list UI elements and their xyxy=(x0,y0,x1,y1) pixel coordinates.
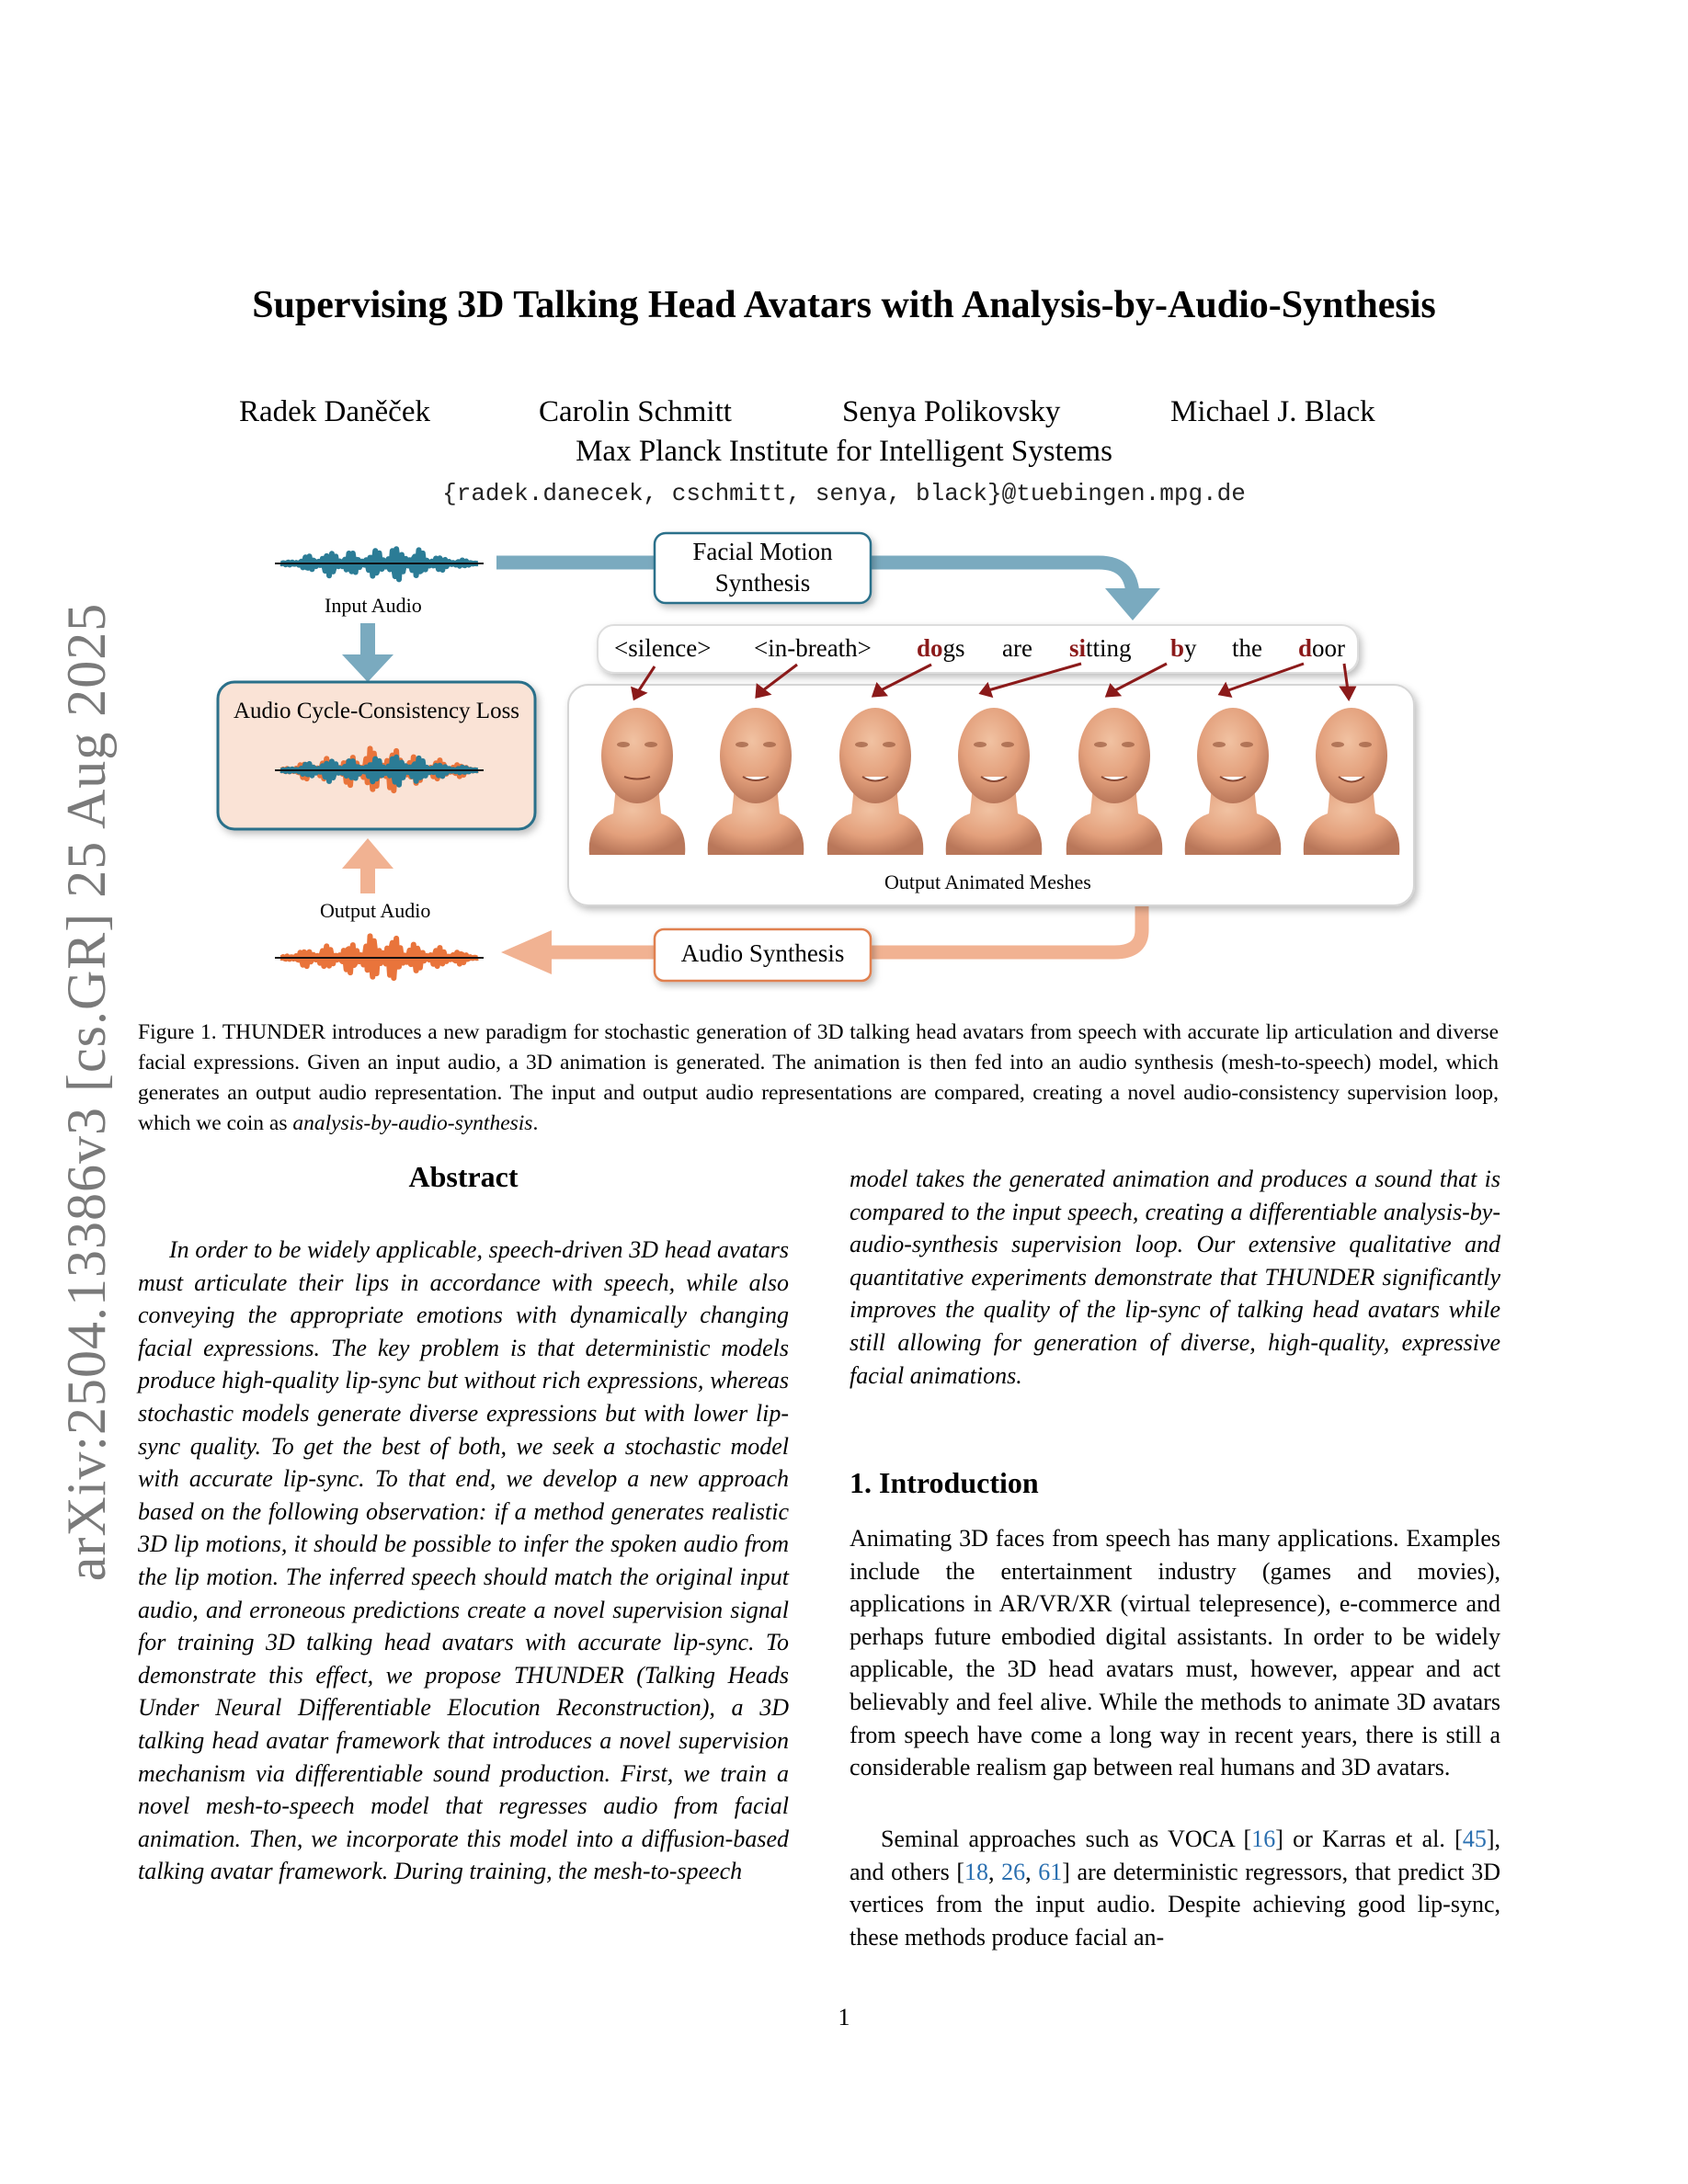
transcript-word: the xyxy=(1232,634,1262,662)
input-to-loss-arrowhead xyxy=(342,654,393,682)
transcript-word: <in-breath> xyxy=(754,634,872,662)
transcript-word: dogs xyxy=(917,634,965,662)
figure-caption xyxy=(138,1018,1499,1139)
citation-link[interactable]: 45 xyxy=(1462,1826,1487,1852)
transcript-word: <silence> xyxy=(614,634,712,662)
audio-synthesis-arrowhead xyxy=(501,930,552,974)
input-audio-waveform xyxy=(275,549,484,579)
output-meshes-label: Output Animated Meshes xyxy=(884,870,1091,893)
author-4: Michael J. Black xyxy=(1170,395,1375,428)
output-audio-waveform xyxy=(275,936,484,978)
facial-motion-label-line1: Facial Motion xyxy=(692,538,833,565)
audio-synthesis-label: Audio Synthesis xyxy=(680,939,845,967)
facial-motion-synthesis-label xyxy=(655,536,871,598)
citation-link[interactable]: 18 xyxy=(964,1858,988,1885)
caption-italic-term: analysis-by-audio-synthesis xyxy=(292,1111,533,1135)
transcript-word: by xyxy=(1170,634,1197,662)
citation-link[interactable]: 26 xyxy=(1001,1858,1026,1885)
output-to-loss-arrowhead xyxy=(342,838,393,869)
abstract-text-right: model takes the generated animation and produces a sound that is compared to the input speech, creating a differentiable analysis-by-audio-synthesis supervision loop. Our extensive qualitative and quantitative experiments demonstrate that THUNDER significantly improves the quality of the lip-sync of talking head avatars while still allowing for generation of diverse, high-quality, expressive facial animations. xyxy=(850,1166,1500,1389)
author-1: Radek Daněček xyxy=(239,395,430,428)
author-2: Carolin Schmitt xyxy=(539,395,732,428)
author-emails: {radek.danecek, cschmitt, senya, black}@tuebingen.mpg.de xyxy=(442,480,1246,507)
citation-link[interactable]: 16 xyxy=(1251,1826,1276,1852)
input-audio-label: Input Audio xyxy=(325,594,422,617)
affiliation: Max Planck Institute for Intelligent Systems xyxy=(576,435,1112,468)
abstract-heading: Abstract xyxy=(408,1160,519,1193)
introduction-paragraph-1: Animating 3D faces from speech has many applications. Examples include the entertainment industry (games and movies), applications in AR/VR/XR (virtual telepresence), e-commerce and perhaps future embodied digital assistants. In order to be widely applicable, the 3D head avatars must, however, appear and act believably and feel alive. While the methods to animate 3D avatars from speech have come a long way in recent years, there is still a considerable realism gap between real humans and 3D avatars. xyxy=(850,1525,1500,1781)
abstract-text-left: In order to be widely applicable, speech-driven 3D head avatars must articulate their lips in accordance with speech, while also conveying the appropriate emotions with dynamically changing facial expressions. The key problem is that deterministic models produce high-quality lip-sync but without rich expressions, whereas stochastic models generate diverse expressions but with lower lip-sync quality. To get the best of both, we seek a stochastic model with accurate lip-sync. To that end, we develop a new approach based on the following observation: if a method generates realistic 3D lip motions, it should be possible to infer the spoken audio from the lip motion. The inferred speech should match the original input audio, and erroneous predictions create a novel supervision signal for training 3D talking head avatars with accurate lip-sync. To demonstrate this effect, we propose THUNDER (Talking Heads Under Neural Differentiable Elocution Reconstruction), a 3D talking head avatar framework that introduces a novel supervision mechanism via differentiable sound production. First, we train a novel mesh-to-speech model that regresses audio from facial animation. Then, we incorporate this model into a diffusion-based talking avatar framework. During training, the mesh-to-speech xyxy=(138,1236,789,1885)
caption-text: Figure 1. THUNDER introduces a new paradigm for stochastic generation of 3D talking head avatars from speech with accurate lip articulation and diverse facial expressions. Given an input audio, a 3D animation is generated. The animation is then fed into an audio synthesis (mesh-to-speech) model, which generates an output audio representation. The input and output audio representations are compared, creating a novel audio-consistency supervision loop, which we coin as xyxy=(138,1020,1499,1135)
facial-motion-arrowhead xyxy=(1105,588,1160,620)
transcript-word: sitting xyxy=(1069,634,1132,662)
transcript-word: are xyxy=(1002,634,1032,662)
page-number: 1 xyxy=(838,2004,850,2030)
arxiv-identifier: arXiv:2504.13386v3 [cs.GR] 25 Aug 2025 xyxy=(56,602,117,1582)
caption-end: . xyxy=(532,1111,539,1135)
facial-motion-label-line2: Synthesis xyxy=(714,569,811,597)
transcript-word: door xyxy=(1298,634,1346,662)
introduction-heading: 1. Introduction xyxy=(850,1466,1039,1499)
introduction-paragraph-2: Seminal approaches such as VOCA [16] or Karras et al. [45], and others [18, 26, 61] are deterministic regressors, that predict 3D vertices from the input audio. Despite achieving good lip-sync, these methods produce facial an- xyxy=(850,1826,1501,1951)
input-to-loss-arrow xyxy=(360,623,375,658)
paper-title: Supervising 3D Talking Head Avatars with Analysis-by-Audio-Synthesis xyxy=(252,284,1436,326)
output-audio-label: Output Audio xyxy=(320,899,431,922)
cycle-consistency-loss-label: Audio Cycle-Consistency Loss xyxy=(233,699,520,723)
citation-link[interactable]: 61 xyxy=(1038,1858,1063,1885)
author-3: Senya Polikovsky xyxy=(842,395,1061,428)
